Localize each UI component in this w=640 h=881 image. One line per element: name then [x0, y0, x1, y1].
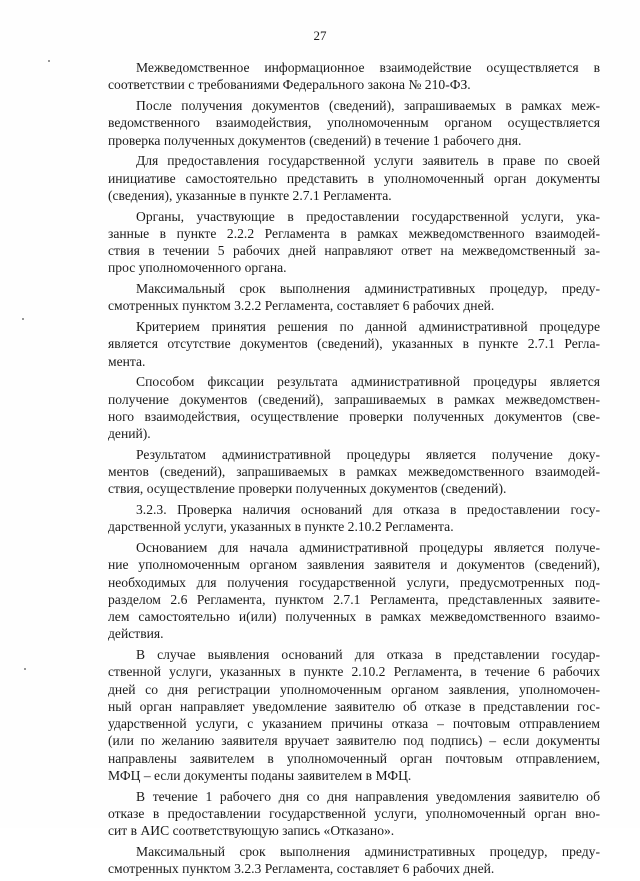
scan-speck [48, 60, 50, 62]
text-line: МФЦ – если документы поданы заявителем в МФЦ. [108, 767, 412, 783]
text-line: отказе в предоставлении государственной услуги, уполномоченный орган вно- [108, 805, 600, 821]
paragraph [108, 97, 600, 149]
text-line: ственной услуги, указанных в пункте 2.10.2 Регламента, в течение 6 рабочих [108, 664, 600, 680]
text-line: Способом фиксации результата административной процедуры является [136, 374, 600, 390]
paragraph [108, 501, 600, 536]
page-number: 27 [313, 28, 327, 43]
paragraph [108, 59, 600, 94]
text-line: В течение 1 рабочего дня со дня направления уведомления заявителю об [136, 788, 600, 804]
text-line: (или по желанию заявителя вручает заявителю под подпись) – если документы [108, 733, 600, 749]
text-line: Для предоставления государственной услуги заявитель в праве по своей [136, 153, 600, 169]
text-line: Основанием для начала административной процедуры является получе- [136, 540, 600, 555]
text-line: инициативе самостоятельно представить в уполномоченный орган документы [108, 170, 600, 186]
text-line: ведомственного взаимодействия, уполномоченным органом осуществляется [108, 115, 600, 131]
paragraph [108, 208, 600, 277]
text-line: дений). [108, 426, 151, 441]
text-line: ного взаимодействия, осуществление проверки полученных документов (све- [108, 408, 600, 424]
paragraph [108, 539, 600, 643]
paragraph [108, 843, 600, 878]
text-line: лем самостоятельно и(или) полученных в рамках межведомственного взаимо- [108, 609, 600, 624]
text-line: В случае выявления оснований для отказа в представлении государ- [136, 647, 600, 662]
text-line: ние уполномоченным органом заявления заявителя и документов (сведений), [108, 557, 600, 573]
scan-speck [24, 668, 26, 670]
text-line: После получения документов (сведений), запрашиваемых в рамках меж- [136, 98, 600, 113]
paragraph [108, 446, 600, 498]
text-line: Органы, участвующие в предоставлении государственной услуги, ука- [136, 208, 600, 224]
text-line: ный орган направляет уведомление заявителю об отказе в представлении гос- [108, 698, 600, 714]
text-line: Максимальный срок выполнения административных процедур, преду- [136, 281, 600, 296]
text-line: соответствии с требованиями Федерального закона № 210-ФЗ. [108, 77, 471, 93]
text-line: мента. [108, 353, 146, 369]
text-line: действия. [108, 626, 164, 642]
paragraph [108, 373, 600, 442]
text-line: ствия в течении 5 рабочих дней направляют ответ на межведомственный за- [108, 243, 600, 258]
paragraph [108, 318, 600, 370]
text-line: направлены заявителем в уполномоченный орган почтовым отправлением, [108, 750, 600, 766]
text-line: дарственной услуги, указанных в пункте 2.10.2 Регламента. [108, 519, 454, 535]
text-line: ударственной услуги, с указанием причины отказа – почтовым отправлением [108, 716, 600, 731]
paragraph [108, 788, 600, 840]
text-line: необходимых для получения государственной услуги, предусмотренных под- [108, 574, 600, 590]
text-line: Критерием принятия решения по данной административной процедуре [136, 319, 600, 334]
text-line: получение документов (сведений), запрашиваемых в рамках межведомствен- [108, 391, 600, 407]
text-line: смотренных пунктом 3.2.3 Регламента, составляет 6 рабочих дней. [108, 861, 495, 876]
text-line: (сведения), указанные в пункте 2.7.1 Регламента. [108, 187, 392, 203]
text-line: 3.2.3. Проверка наличия оснований для отказа в предоставлении госу- [136, 502, 600, 517]
text-line: ментов (сведений), запрашиваемых в рамках межведомственного взаимодей- [108, 464, 600, 479]
text-line: ствия, осуществление проверки полученных документов (сведений). [108, 481, 507, 497]
document-body [108, 59, 600, 881]
text-line: занные в пункте 2.2.2 Регламента в рамках межведомственного взаимодей- [108, 225, 600, 241]
text-line: сит в АИС соответствующую запись «Отказано». [108, 823, 395, 838]
text-line: является отсутствие документов (сведений), указанных в пункте 2.7.1 Регла- [108, 336, 600, 352]
text-line: смотренных пунктом 3.2.2 Регламента, составляет 6 рабочих дней. [108, 298, 495, 314]
text-line: Максимальный срок выполнения административных процедур, преду- [136, 843, 600, 859]
text-line: Результатом административной процедуры является получение доку- [136, 446, 600, 462]
text-line: разделом 2.6 Регламента, пунктом 2.7.1 Регламента, представленных заявите- [108, 591, 600, 607]
paragraph [108, 646, 600, 784]
text-line: дней со дня регистрации уполномоченным органом заявления, уполномочен- [108, 681, 600, 697]
text-line: прос уполномоченного органа. [108, 260, 287, 276]
scan-speck [22, 318, 24, 320]
text-line: Межведомственное информационное взаимодействие осуществляется в [136, 60, 600, 75]
paragraph [108, 152, 600, 204]
paragraph [108, 280, 600, 315]
text-line: проверка полученных документов (сведений) в течение 1 рабочего дня. [108, 132, 522, 148]
